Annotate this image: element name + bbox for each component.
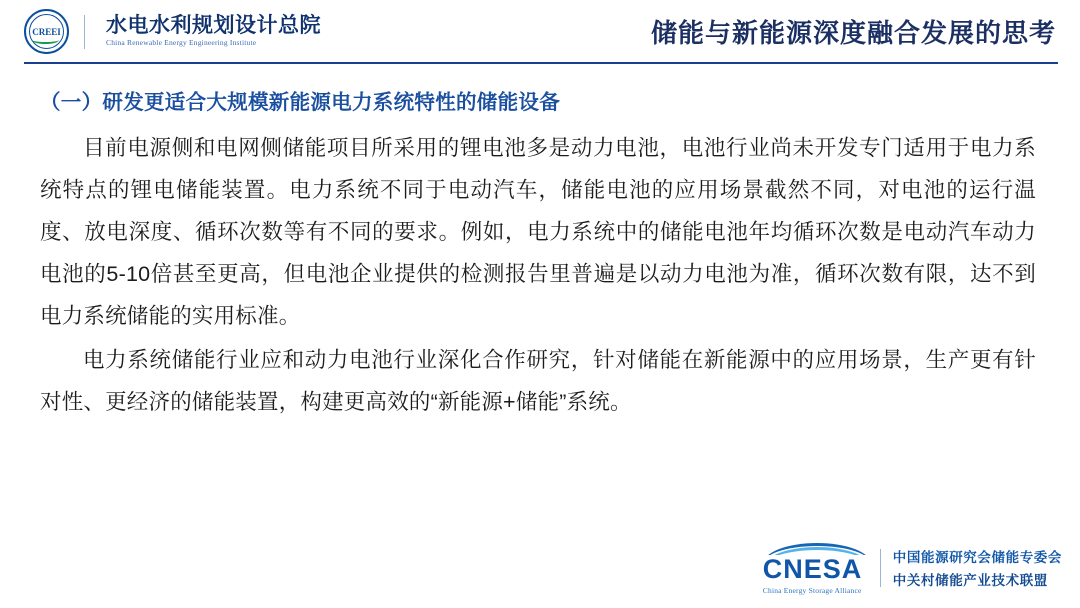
cnesa-brand-en: China Energy Storage Alliance [762,585,862,595]
cnesa-logo [763,541,868,594]
footer-org-line-1: 中国能源研究会储能专委会 [892,550,1062,566]
page-title: 储能与新能源深度融合发展的思考 [650,18,1056,48]
body-paragraph-2: 电力系统储能行业应和动力电池行业深化合作研究，针对储能在新能源中的应用场景，生产更有针对性、更经济的储能装置，构建更高效的“新能源+储能”系统。 [40,348,1036,414]
cnesa-brand-name: CNESA [762,554,863,585]
logo-wave-shape [32,36,59,44]
section-heading: （一）研发更适合大规模新能源电力系统特性的储能设备 [40,91,560,114]
body-paragraph-1: 目前电源侧和电网侧储能项目所采用的锂电池多是动力电池，电池行业尚未开发专门适用于电力系统特点的锂电储能装置。电力系统不同于电动汽车，储能电池的应用场景截然不同，对电池的运行温度、放电深度、循环次数等有不同的要求。例如，电力系统中的储能电池年均循环次数是电动汽车动力电池的5-10倍甚至更高，但电池企业提供的检测报告里普遍是以动力电池为准，循环次数有限，达不到电力系统储能的实用标准。 [40,136,1036,328]
organization-logo [24,9,321,54]
slide-header [0,0,1080,63]
organization-name-cn: 水电水利规划设计总院 [106,13,321,37]
footer-organization-names [893,546,1062,589]
footer-org-line-2: 中关村储能产业技术联盟 [892,573,1048,589]
slide-content [0,63,1080,543]
logo-mark-text: CREEI [32,26,61,37]
cnesa-wave-icon [763,541,868,555]
logo-divider [84,15,85,49]
creei-logo-icon [24,9,69,54]
logo-text-block [104,15,321,48]
footer-divider [880,549,881,587]
slide-footer [763,541,1062,594]
organization-name-en: China Renewable Energy Engineering Institute [106,37,257,47]
